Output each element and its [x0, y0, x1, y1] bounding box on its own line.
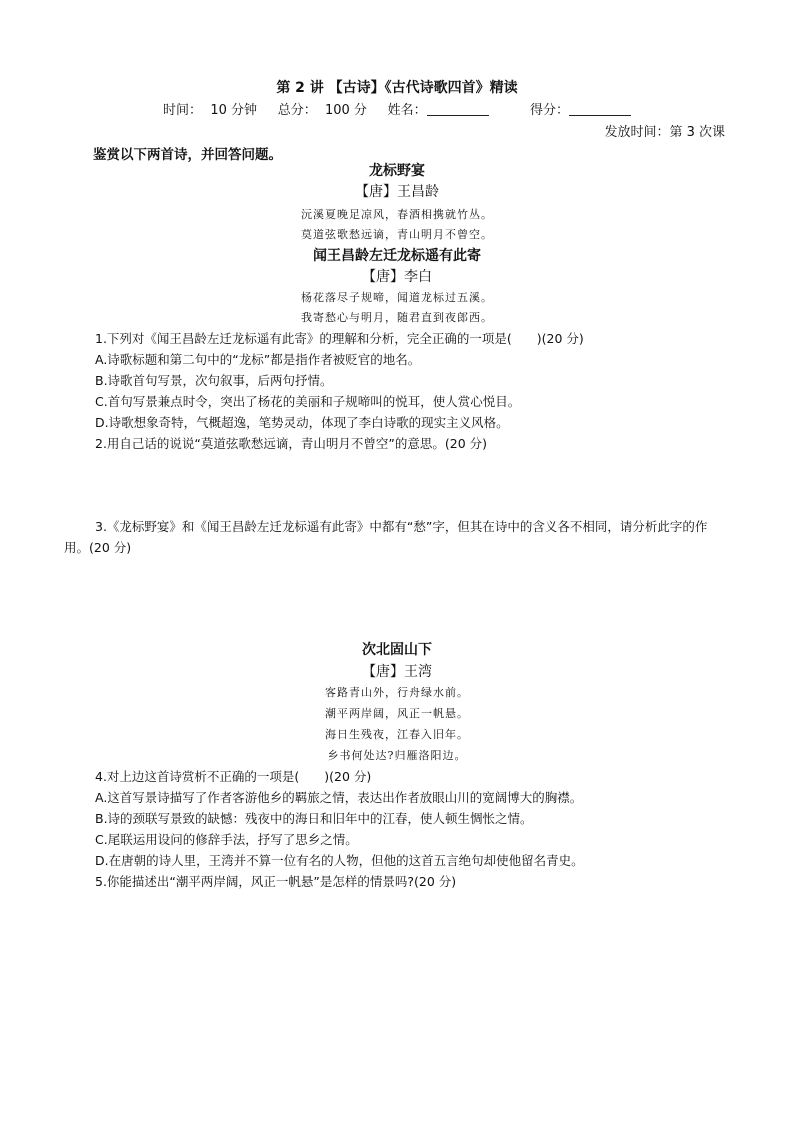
score-label: 总分：	[277, 103, 317, 118]
question-1-stem: 1.下列对《闻王昌龄左迁龙标遥有此寄》的理解和分析，完全正确的一项是( )(20 分)	[95, 331, 584, 346]
poem3-line: 客路青山外，行舟绿水前。	[325, 686, 469, 699]
poem1-author: 【唐】王昌龄	[355, 184, 439, 200]
question-1-option-c: C.首句写景兼点时令，突出了杨花的美丽和子规啼叫的悦耳，使人赏心悦目。	[95, 394, 521, 409]
score-blank[interactable]	[569, 102, 631, 116]
time-value: 10 分钟	[210, 103, 258, 118]
question-4-stem: 4.对上边这首诗赏析不正确的一项是( )(20 分)	[95, 769, 372, 784]
question-2-stem: 2.用自己话的说说“莫道弦歌愁远谪，青山明月不曾空”的意思。(20 分)	[95, 436, 488, 451]
question-5-stem: 5.你能描述出“潮平两岸阔，风正一帆悬”是怎样的情景吗?(20 分)	[95, 874, 457, 889]
question-1-option-d: D.诗歌想象奇特，气概超逸，笔势灵动，体现了李白诗歌的现实主义风格。	[95, 415, 509, 430]
question-1-option-b: B.诗歌首句写景，次句叙事，后两句抒情。	[95, 373, 333, 388]
issue-time: 发放时间：第 3 次课	[604, 125, 725, 140]
poem3-title: 次北固山下	[362, 642, 432, 658]
score-value: 100 分	[324, 103, 367, 118]
question-4-option-b: B.诗的颈联写景致的缺憾：残夜中的海日和旧年中的江春，使人顿生惆怅之情。	[95, 811, 533, 826]
question-4-option-a: A.这首写景诗描写了作者客游他乡的羁旅之情，表达出作者放眼山川的宽阔博大的胸襟。	[95, 790, 583, 805]
time-label: 时间：	[163, 103, 203, 118]
question-4-option-d: D.在唐朝的诗人里，王湾并不算一位有名的人物，但他的这首五言绝句却使他留名青史。	[95, 853, 584, 868]
question-4-option-c: C.尾联运用设问的修辞手法，抒写了思乡之情。	[95, 832, 358, 847]
poem1-title: 龙标野宴	[369, 163, 425, 179]
poem2-line: 我寄愁心与明月，随君直到夜郎西。	[301, 311, 493, 324]
name-blank[interactable]	[427, 102, 489, 116]
poem1-line: 莫道弦歌愁远谪，青山明月不曾空。	[301, 228, 493, 241]
question-1-option-a: A.诗歌标题和第二句中的“龙标”都是指作者被贬官的地名。	[95, 352, 421, 367]
poem3-line: 乡书何处达?归雁洛阳边。	[327, 749, 467, 762]
poem1-line: 沅溪夏晚足凉风，春酒相携就竹丛。	[301, 208, 493, 221]
poem2-title: 闻王昌龄左迁龙标遥有此寄	[313, 248, 481, 264]
poem3-line: 潮平两岸阔，风正一帆悬。	[325, 707, 469, 720]
obtained-label: 得分：	[529, 103, 569, 118]
poem3-line: 海日生残夜，江春入旧年。	[325, 728, 469, 741]
poem2-line: 杨花落尽子规啼，闻道龙标过五溪。	[301, 291, 493, 304]
question-3-stem: 3.《龙标野宴》和《闻王昌龄左迁龙标遥有此寄》中都有“愁”字，但其在诗中的含义各不相同，请分析此字的作用。(20 分)	[64, 519, 708, 555]
poem2-author: 【唐】李白	[362, 269, 432, 285]
meta-row	[0, 99, 794, 118]
poem3-author: 【唐】王湾	[362, 664, 432, 680]
instruction: 鉴赏以下两首诗，并回答问题。	[93, 147, 282, 163]
page-title: 第 2 讲 【古诗】《古代诗歌四首》精读	[276, 80, 518, 96]
name-label: 姓名：	[387, 103, 427, 118]
